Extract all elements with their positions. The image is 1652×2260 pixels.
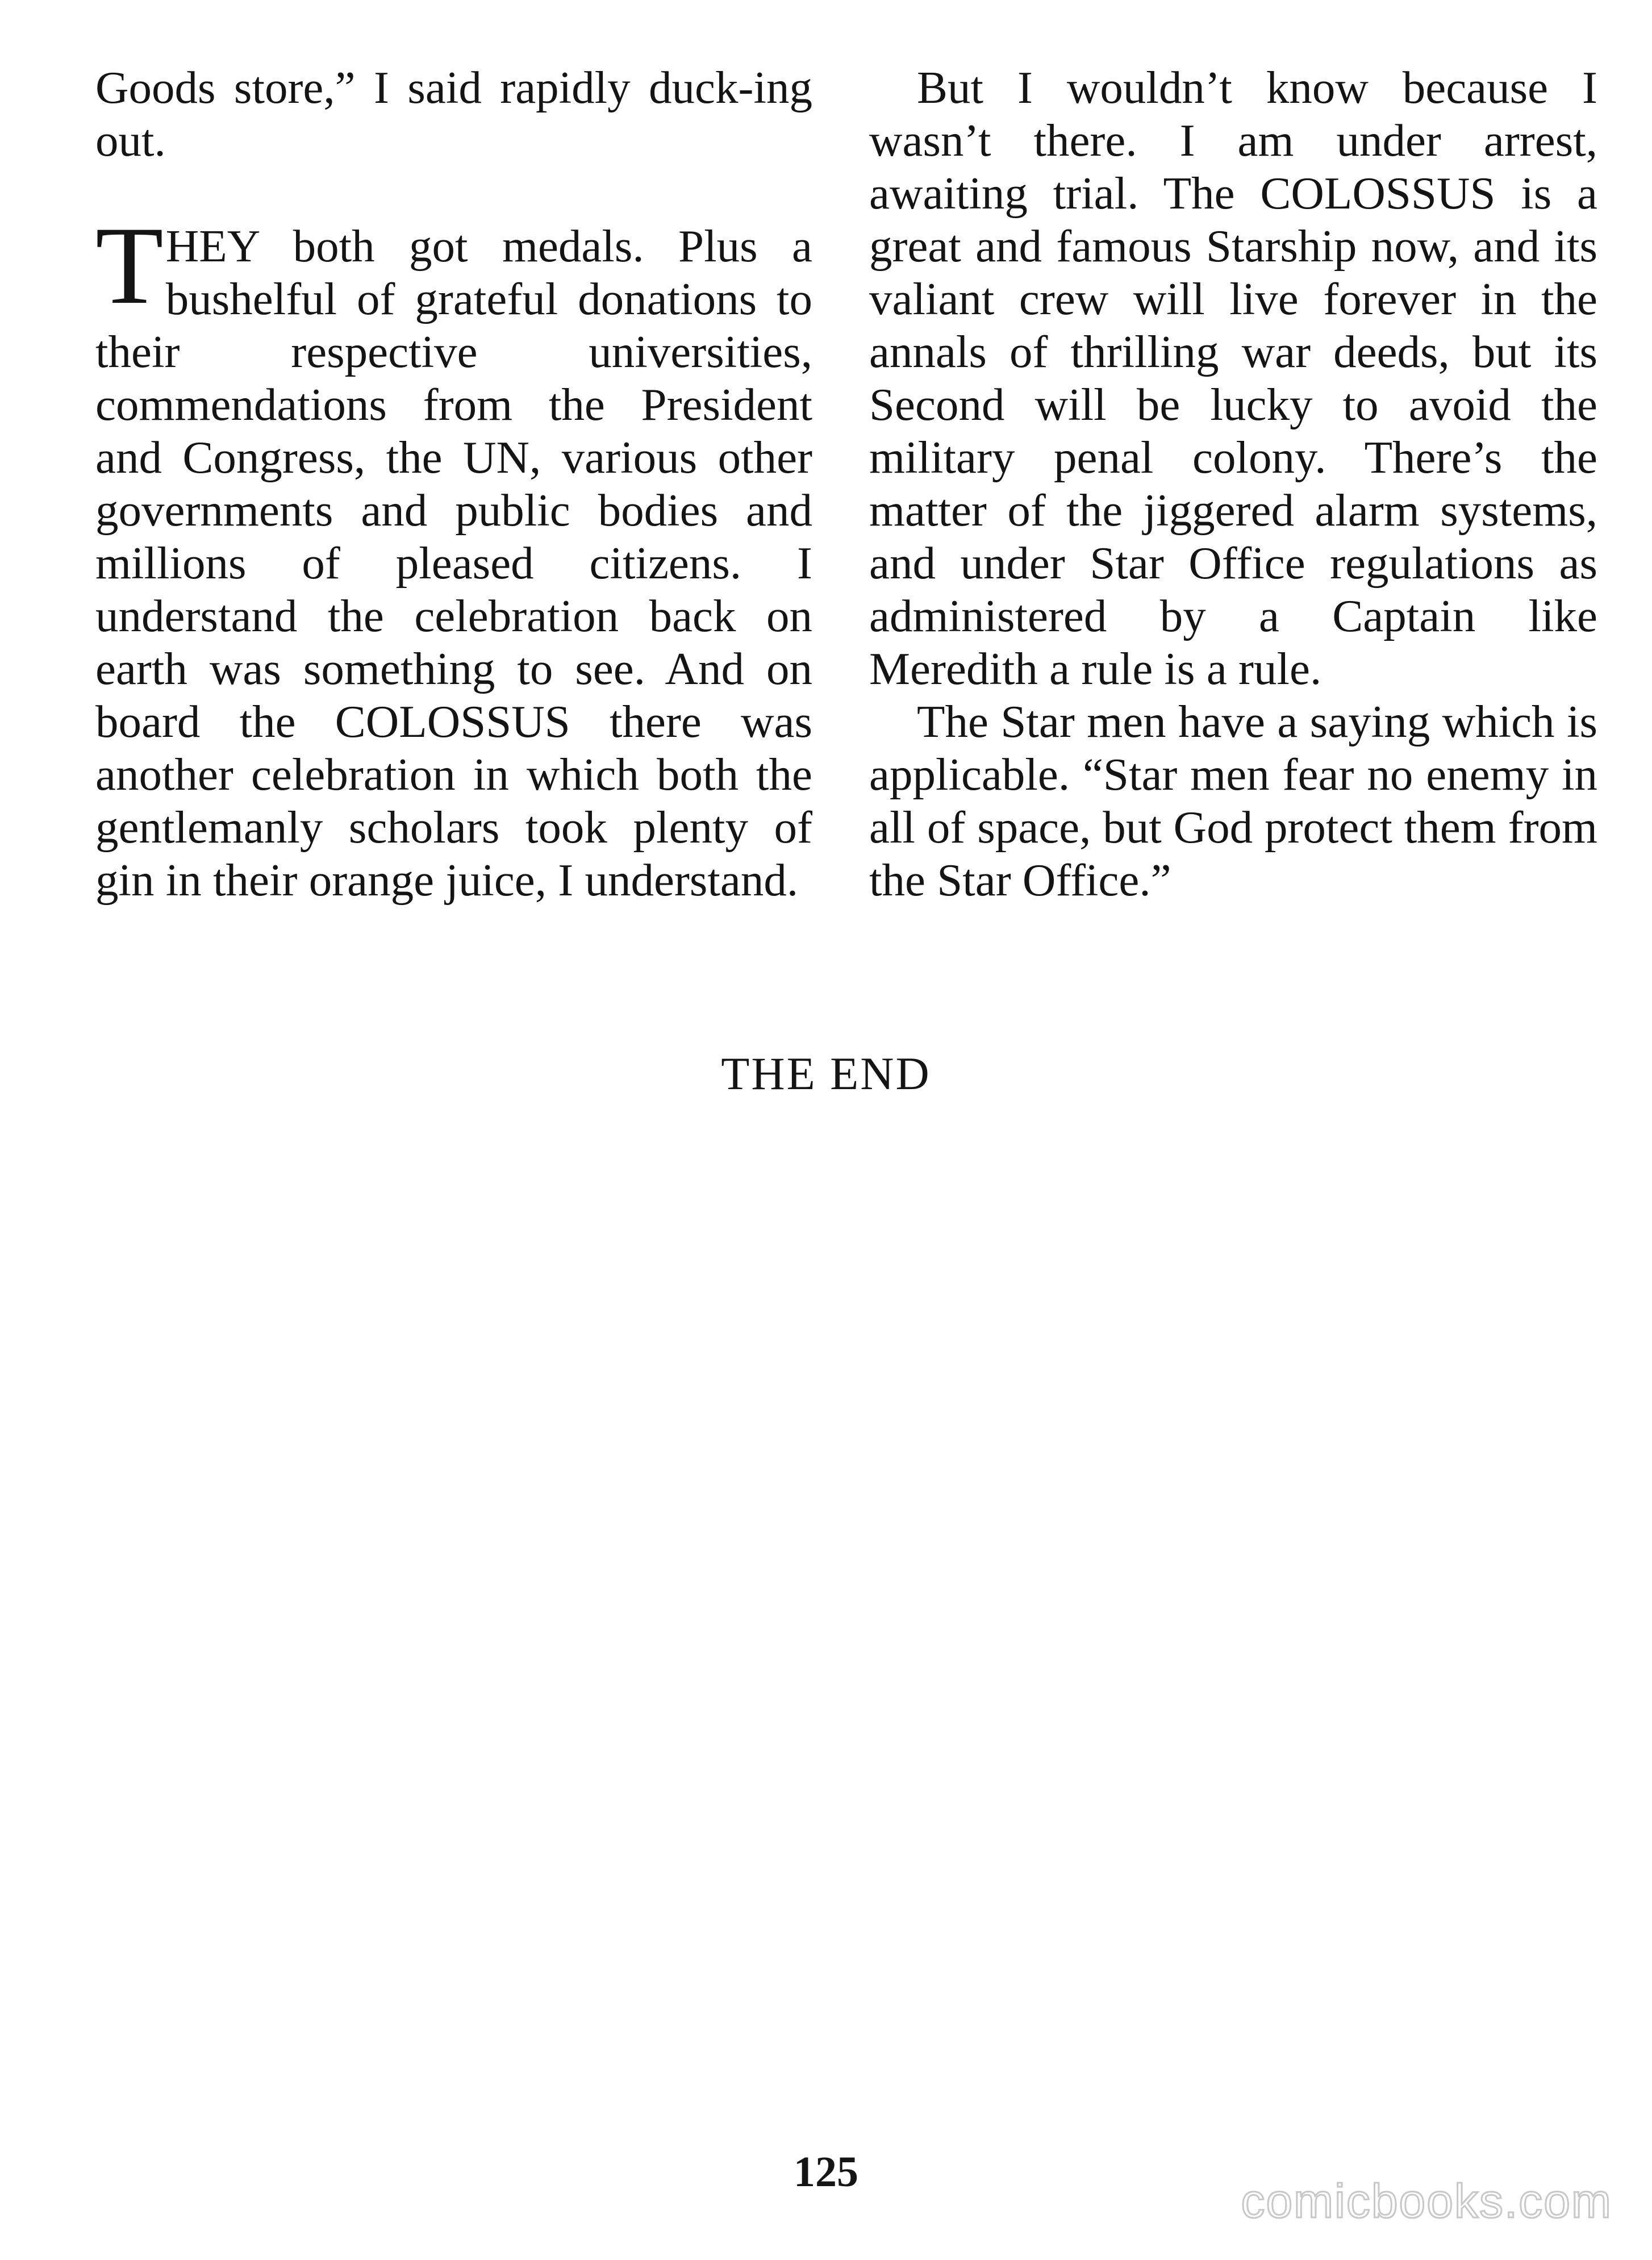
drop-cap-letter: T <box>95 204 164 327</box>
left-paragraph-1: Goods store,” I said rapidly duck-ing out. <box>95 62 812 166</box>
left-paragraph-2 <box>95 204 812 907</box>
right-paragraph-2: The Star men have a saying which is applicable. “Star men fear no enemy in all of space, but God protect them from the Star Office.” <box>869 696 1597 906</box>
the-end-heading: THE END <box>721 1048 931 1099</box>
page-number: 125 <box>794 2148 858 2196</box>
right-paragraph-1: But I wouldn’t know because I wasn’t there. I am under arrest, awaiting trial. The COLOSSUS is a great and famous Starship now, and its valiant crew will live forever in the annals of thrilling war deeds, but its Second will be lucky to avoid the military penal colony. There’s the matter of the jiggered alarm systems, and under Star Office regulations as administered by a Captain like Meredith a rule is a rule. <box>869 62 1597 694</box>
right-text-column <box>869 61 1597 907</box>
watermark-text: comicbooks.com <box>1241 2174 1612 2228</box>
left-text-column <box>95 61 812 907</box>
left-paragraph-2-text: HEY both got medals. Plus a bushelful of grateful donations to their respective universities, commendations from the President and Congress, the UN, various other governments and public bodies and millions of pleased citizens. I understand the celebration back on earth was something to see. And on board the COLOSSUS there was another celebration in which both the gentlemanly scholars took plenty of gin in their orange juice, I understand. <box>95 220 812 906</box>
